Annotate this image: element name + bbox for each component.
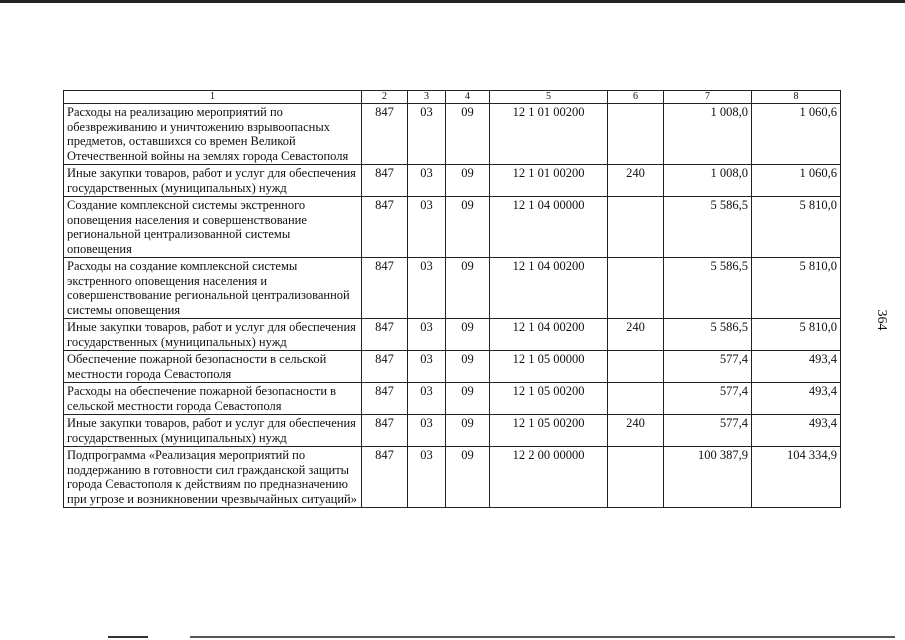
row-name: Расходы на создание комплексной системы экстренного оповещения населения и совершенствование региональной централизованной системы оповещения [64,258,362,319]
row-pr: 09 [446,383,490,415]
table-row [64,447,841,508]
row-rz: 03 [408,258,446,319]
row-rz: 03 [408,415,446,447]
row-sum2: 5 810,0 [752,319,841,351]
budget-table [63,90,841,508]
row-name: Создание комплексной системы экстренного оповещения населения и совершенствование региональной централизованной системы оповещения [64,197,362,258]
row-vr [608,383,664,415]
row-name: Расходы на реализацию мероприятий по обезвреживанию и уничтожению взрывоопасных предметов, оставшихся со времен Великой Отечественной войны на землях города Севастополя [64,104,362,165]
row-rz: 03 [408,383,446,415]
row-rz: 03 [408,165,446,197]
row-vr [608,258,664,319]
row-sum2: 1 060,6 [752,165,841,197]
row-csr: 12 1 05 00200 [490,383,608,415]
row-pr: 09 [446,415,490,447]
row-sum1: 5 586,5 [664,197,752,258]
row-grbs: 847 [362,351,408,383]
row-csr: 12 1 04 00200 [490,319,608,351]
row-grbs: 847 [362,319,408,351]
row-sum1: 5 586,5 [664,319,752,351]
row-csr: 12 1 04 00200 [490,258,608,319]
header-cell: 4 [446,91,490,104]
scan-edge-top [0,0,905,3]
row-pr: 09 [446,258,490,319]
row-sum2: 493,4 [752,351,841,383]
row-pr: 09 [446,197,490,258]
row-vr [608,351,664,383]
row-vr: 240 [608,319,664,351]
header-cell: 6 [608,91,664,104]
row-name: Иные закупки товаров, работ и услуг для обеспечения государственных (муниципальных) нужд [64,165,362,197]
row-vr [608,197,664,258]
scan-edge-bottom-left [108,636,148,638]
row-sum1: 577,4 [664,383,752,415]
row-pr: 09 [446,447,490,508]
row-grbs: 847 [362,104,408,165]
row-csr: 12 2 00 00000 [490,447,608,508]
row-rz: 03 [408,351,446,383]
table-row [64,319,841,351]
table-row [64,351,841,383]
header-cell: 2 [362,91,408,104]
header-cell: 5 [490,91,608,104]
row-sum2: 1 060,6 [752,104,841,165]
row-csr: 12 1 01 00200 [490,104,608,165]
row-pr: 09 [446,319,490,351]
table-row [64,258,841,319]
table-header-row [64,91,841,104]
header-cell: 8 [752,91,841,104]
header-cell: 7 [664,91,752,104]
row-rz: 03 [408,104,446,165]
row-csr: 12 1 04 00000 [490,197,608,258]
row-pr: 09 [446,104,490,165]
row-csr: 12 1 01 00200 [490,165,608,197]
page-number: 364 [874,309,889,331]
row-sum1: 1 008,0 [664,104,752,165]
row-sum1: 1 008,0 [664,165,752,197]
row-vr: 240 [608,415,664,447]
row-pr: 09 [446,351,490,383]
row-name: Расходы на обеспечение пожарной безопасности в сельской местности города Севастополя [64,383,362,415]
row-rz: 03 [408,319,446,351]
row-vr: 240 [608,165,664,197]
row-grbs: 847 [362,383,408,415]
row-grbs: 847 [362,415,408,447]
row-sum1: 577,4 [664,415,752,447]
table-row [64,165,841,197]
table-row [64,104,841,165]
header-cell: 1 [64,91,362,104]
scan-edge-bottom [190,636,895,638]
table-row [64,415,841,447]
row-grbs: 847 [362,165,408,197]
row-grbs: 847 [362,197,408,258]
row-name: Иные закупки товаров, работ и услуг для обеспечения государственных (муниципальных) нужд [64,319,362,351]
row-sum2: 104 334,9 [752,447,841,508]
header-cell: 3 [408,91,446,104]
row-pr: 09 [446,165,490,197]
row-grbs: 847 [362,258,408,319]
row-name: Иные закупки товаров, работ и услуг для обеспечения государственных (муниципальных) нужд [64,415,362,447]
row-grbs: 847 [362,447,408,508]
row-vr [608,104,664,165]
row-vr [608,447,664,508]
row-sum2: 493,4 [752,383,841,415]
row-name: Подпрограмма «Реализация мероприятий по поддержанию в готовности сил гражданской защиты города Севастополя к действиям по предназначению при угрозе и возникновении чрезвычайных ситуаций» [64,447,362,508]
row-sum1: 100 387,9 [664,447,752,508]
row-csr: 12 1 05 00200 [490,415,608,447]
row-sum1: 5 586,5 [664,258,752,319]
row-name: Обеспечение пожарной безопасности в сельской местности города Севастополя [64,351,362,383]
row-csr: 12 1 05 00000 [490,351,608,383]
table-row [64,197,841,258]
row-sum1: 577,4 [664,351,752,383]
row-rz: 03 [408,447,446,508]
table-row [64,383,841,415]
row-sum2: 5 810,0 [752,197,841,258]
row-sum2: 5 810,0 [752,258,841,319]
row-rz: 03 [408,197,446,258]
row-sum2: 493,4 [752,415,841,447]
